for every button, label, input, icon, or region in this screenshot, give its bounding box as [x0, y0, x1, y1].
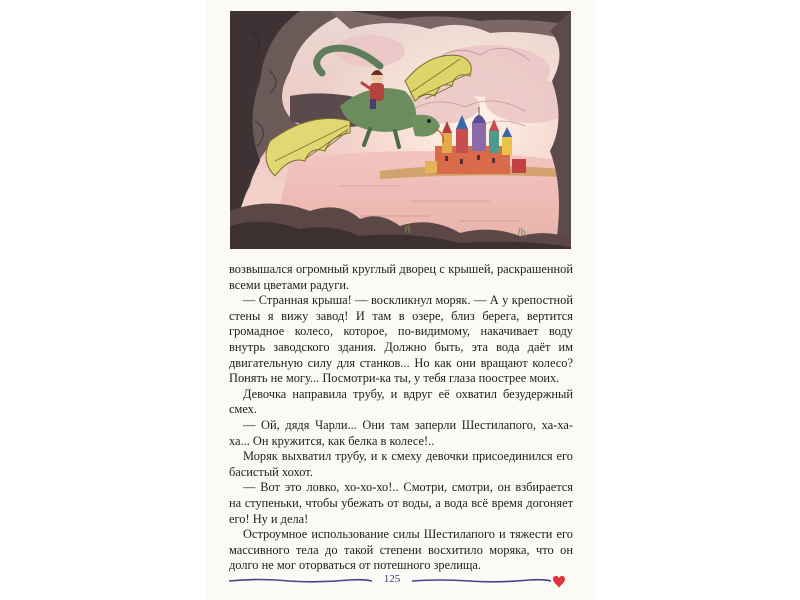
story-text — [229, 262, 573, 574]
paragraph: Девочка направила трубу, и вдруг её охватил безудержный смех. — [229, 386, 573, 417]
paragraph: Моряк выхватил трубу, и к смеху девочки присоединился его басистый хохот. — [229, 449, 573, 479]
paragraph: — Вот это ловко, хо-хо-хо!.. Смотри, смотри, он взбирается на ступеньки, чтобы убежать от воды, а вода всё время догоняет его! Ну и дела! — [229, 480, 573, 526]
illustration-svg — [230, 11, 571, 249]
page-number: 125 — [372, 573, 412, 585]
heart-icon — [553, 576, 565, 588]
paragraph: — Странная крыша! — воскликнул моряк. — А у крепостной стены я вижу завод! И там в озере, близ берега, вертится громадное колесо, которое, по-видимому, накачивает воду внутрь заводского здания. Должно быть, эта вода даёт им двигательную силу для станков... Но как они вращают колесо? Понять не могу... Посмотри-ка ты, у тебя глаза поострее моих. — [229, 293, 573, 386]
paragraph: Остроумное использование силы Шестилапого и тяжести его массивного тела до такой степени восхитило моряка, что он долго не мог оторваться от потешного зрелища. — [229, 527, 573, 573]
paragraph: — Ой, дядя Чарли... Они там заперли Шестилапого, ха-ха-ха... Он кружится, как белка в колесе!.. — [229, 417, 573, 448]
page-footer — [229, 570, 577, 592]
paragraph: возвышался огромный круглый дворец с крышей, раскрашенной всеми цветами радуги. — [229, 262, 573, 292]
dragon-rider-castle-illustration — [230, 11, 571, 249]
